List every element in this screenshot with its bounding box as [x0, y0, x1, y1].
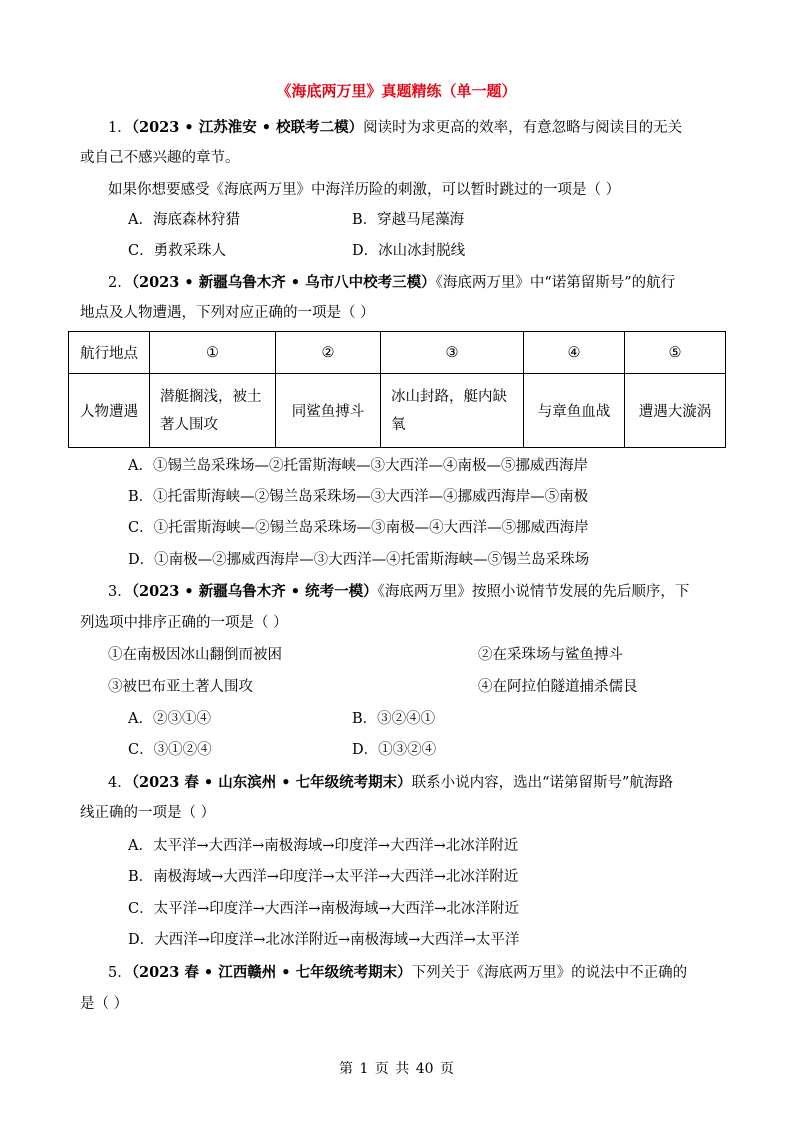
table-header-cell: ② [276, 332, 381, 374]
q2-option-c[interactable]: C．①托雷斯海峡—②锡兰岛采珠场—③南极—④大西洋—⑤挪威西海岸 [128, 520, 589, 536]
q2-option-b[interactable]: B．①托雷斯海峡—②锡兰岛采珠场—③大西洋—④挪威西海岸—⑤南极 [128, 489, 589, 505]
q4-option-c[interactable]: C．太平洋→印度洋→大西洋→南极海域→大西洋→北冰洋附近 [128, 901, 519, 917]
q1-stem-line1 [108, 118, 717, 138]
q4-stem-line1: 4．（2023 春 • 山东滨州 • 七年级统考期末）联系小说内容，选出“诺第留斯号”航海路 [108, 774, 673, 791]
q2-source: （2023 • 新疆乌鲁木齐 • 乌市八中校考三模） [131, 274, 436, 291]
table-cell: 遭遇大漩涡 [625, 374, 726, 448]
table-cell: 同鲨鱼搏斗 [276, 374, 381, 448]
q3-option-c[interactable]: C．③①②④ [128, 742, 212, 758]
q4-stem-line2: 线正确的一项是（ ） [80, 805, 216, 821]
q1-stem-line2: 或自己不感兴趣的章节。 [80, 150, 240, 166]
q3-item-1: ①在南极因冰山翻倒而被困 [108, 647, 282, 663]
q3-item-4: ④在阿拉伯隧道捕杀儒艮 [478, 679, 638, 695]
page-footer: 第 1 页 共 40 页 [339, 1061, 454, 1077]
table-header-cell: ① [150, 332, 276, 374]
q1-option-c[interactable]: C．勇救采珠人 [128, 243, 227, 259]
q1-option-a[interactable]: A．海底森林狩猎 [128, 212, 240, 228]
q1-source: （2023 • 江苏淮安 • 校联考二模） [131, 119, 364, 136]
page-title: 《海底两万里》真题精练（单一题） [276, 82, 517, 100]
q1-option-b[interactable]: B．穿越马尾藻海 [352, 212, 465, 228]
q1-number: 1． [108, 120, 132, 136]
q3-item-2: ②在采珠场与鲨鱼搏斗 [478, 647, 623, 663]
q4-option-b[interactable]: B．南极海域→大西洋→印度洋→太平洋→大西洋→北冰洋附近 [128, 869, 519, 885]
q4-source: （2023 春 • 山东滨州 • 七年级统考期末） [131, 774, 412, 791]
table-row-label: 人物遭遇 [69, 374, 150, 448]
q4-option-d[interactable]: D．大西洋→印度洋→北冰洋附近→南极海域→大西洋→太平洋 [128, 932, 520, 948]
q1-option-d[interactable]: D．冰山冰封脱线 [352, 243, 466, 259]
q3-option-b[interactable]: B．③②④① [352, 711, 436, 727]
q2-stem-line2: 地点及人物遭遇，下列对应正确的一项是（ ） [80, 305, 375, 321]
q3-stem-line2: 列选项中排序正确的一项是（ ） [80, 615, 288, 631]
q1-text-a: 阅读时为求更高的效率，有意忽略与阅读目的无关 [363, 120, 683, 136]
q3-source: （2023 • 新疆乌鲁木齐 • 统考一模） [131, 583, 378, 600]
q1-stem-line3: 如果你想要感受《海底两万里》中海洋历险的刺激，可以暂时跳过的一项是（ ） [108, 182, 621, 198]
q2-option-a[interactable]: A．①锡兰岛采珠场—②托雷斯海峡—③大西洋—④南极—⑤挪威西海岸 [128, 458, 588, 474]
q3-stem-line1: 3．（2023 • 新疆乌鲁木齐 • 统考一模）《海底两万里》按照小说情节发展的先后顺序，下 [108, 583, 690, 600]
q3-option-d[interactable]: D．①③②④ [352, 742, 437, 758]
table-header-cell: 航行地点 [69, 332, 150, 374]
q3-option-a[interactable]: A．②③①④ [128, 711, 211, 727]
q5-source: （2023 春 • 江西赣州 • 七年级统考期末） [131, 964, 412, 981]
q3-item-3: ③被巴布亚土著人围攻 [108, 679, 253, 695]
q5-stem-line2: 是（ ） [80, 996, 129, 1012]
table-header-cell: ④ [524, 332, 625, 374]
table-row [69, 374, 726, 448]
q5-stem-line1: 5．（2023 春 • 江西赣州 • 七年级统考期末）下列关于《海底两万里》的说法中不正确的 [108, 964, 688, 981]
table-cell: 冰山封路，艇内缺氧 [381, 374, 524, 448]
table-header-cell: ③ [381, 332, 524, 374]
q4-option-a[interactable]: A．太平洋→大西洋→南极海域→印度洋→大西洋→北冰洋附近 [128, 838, 519, 854]
table-header-row [69, 332, 726, 374]
q2-option-d[interactable]: D．①南极—②挪威西海岸—③大西洋—④托雷斯海峡—⑤锡兰岛采珠场 [128, 552, 590, 568]
q2-stem-line1: 2．（2023 • 新疆乌鲁木齐 • 乌市八中校考三模）《海底两万里》中“诺第留斯号”的航行 [108, 274, 676, 291]
route-table [68, 331, 726, 448]
table-cell: 潜艇搁浅，被土著人围攻 [150, 374, 276, 448]
table-cell: 与章鱼血战 [524, 374, 625, 448]
table-header-cell: ⑤ [625, 332, 726, 374]
